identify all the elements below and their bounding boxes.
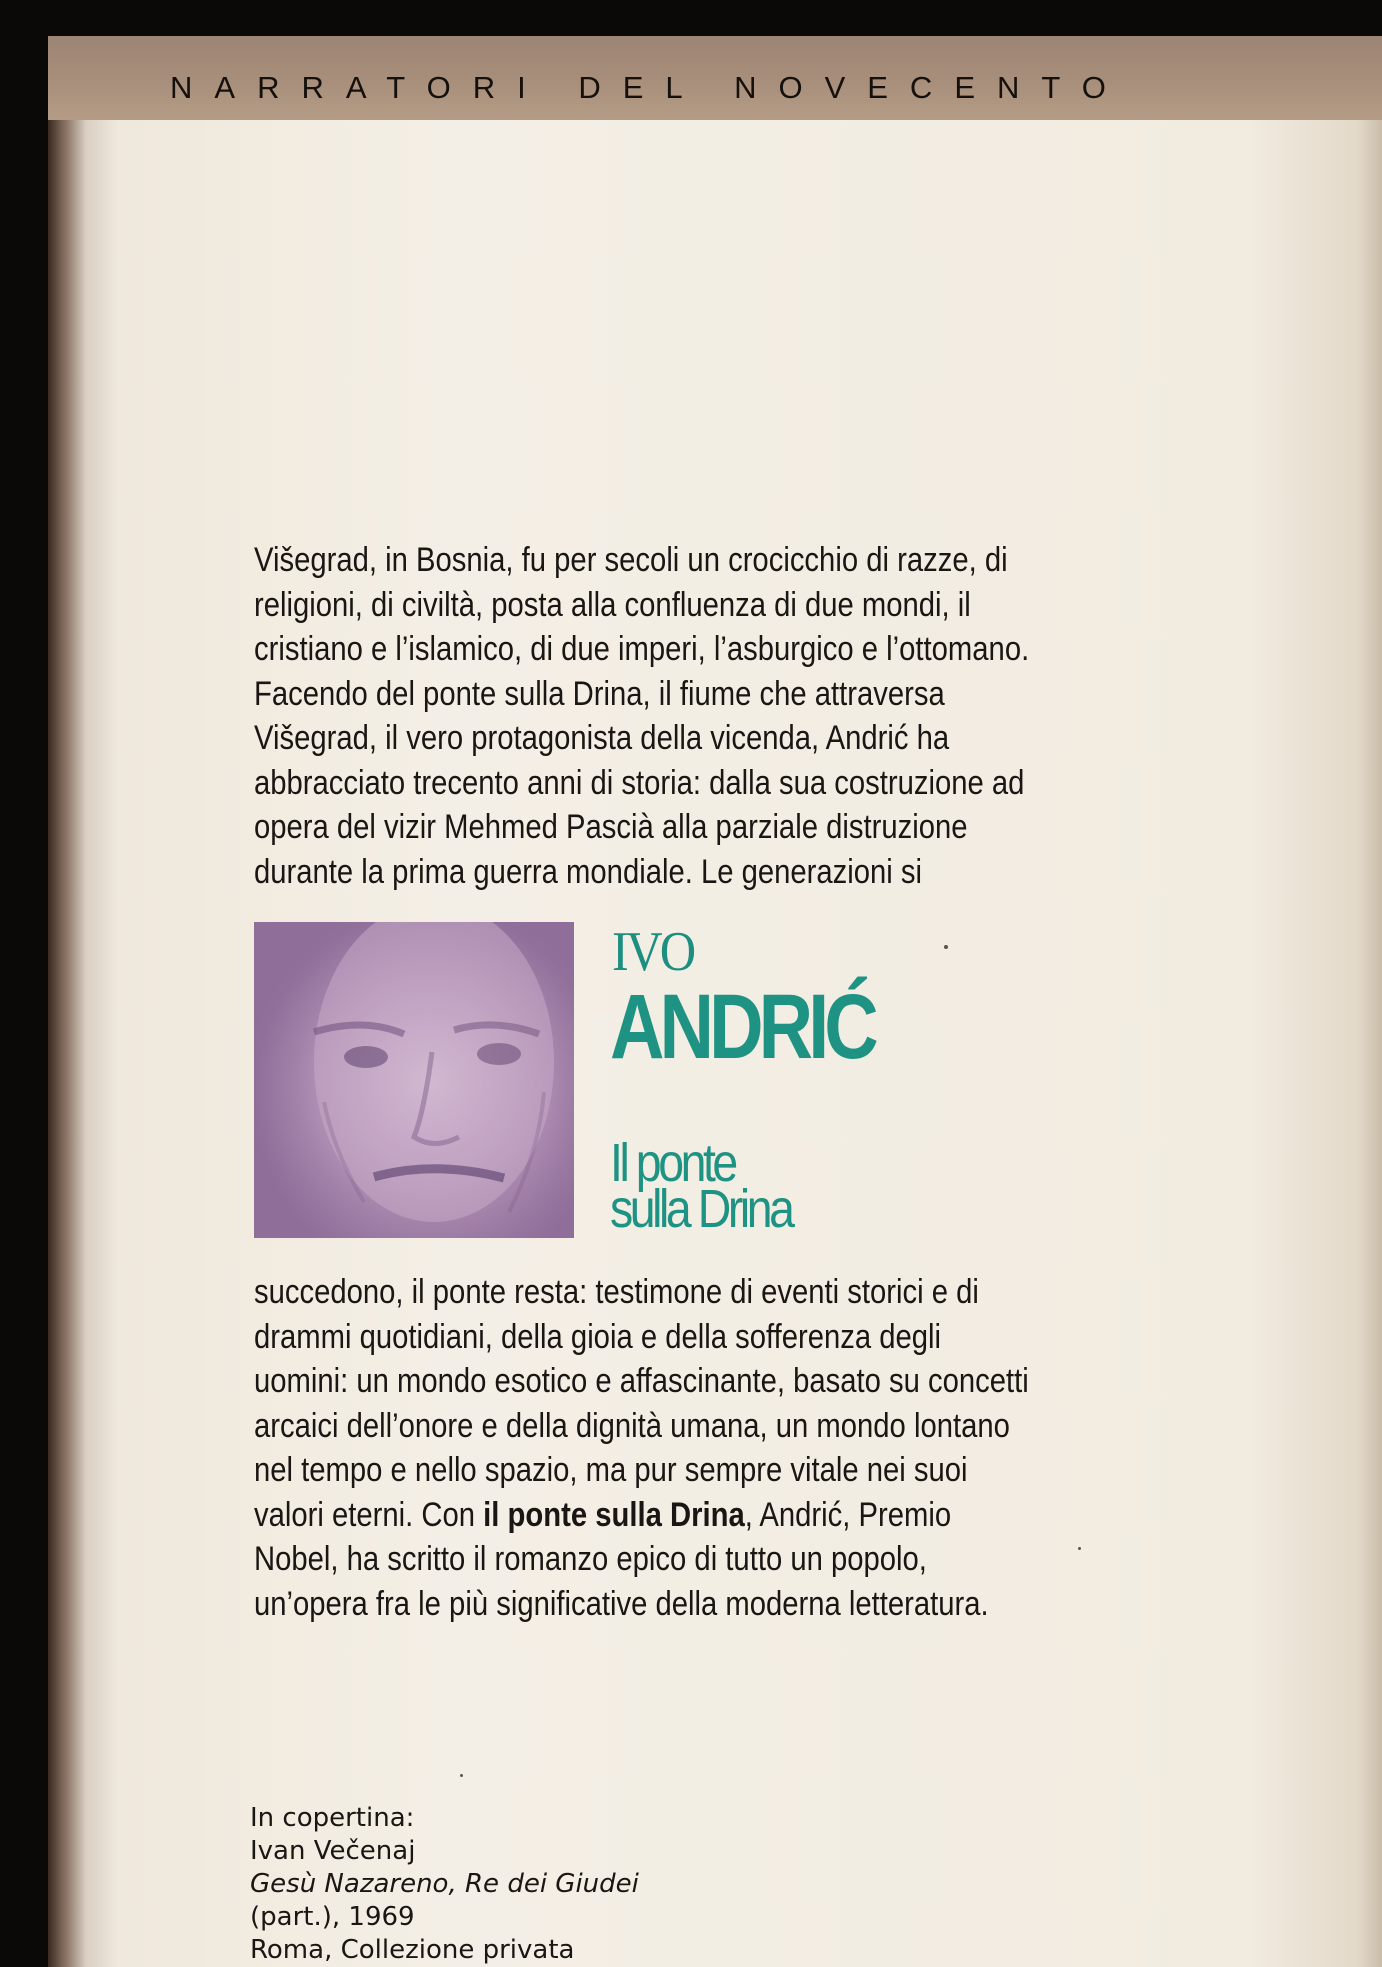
blurb-text-bottom xyxy=(254,1270,1131,1626)
blurb-text-segment: , Andrić, Premio xyxy=(744,1495,952,1534)
credits-artist: Ivan Večenaj xyxy=(250,1836,416,1866)
blurb-line-with-title xyxy=(254,1493,1131,1538)
blurb-line: durante la prima guerra mondiale. Le generazioni si xyxy=(254,852,923,891)
author-first-name: IVO xyxy=(612,921,694,983)
cover-credits xyxy=(250,1802,639,1967)
book-title-line: sulla Drina xyxy=(610,1179,792,1239)
paper-speck xyxy=(1078,1547,1081,1550)
author-portrait xyxy=(254,922,574,1238)
blurb-text-top xyxy=(254,538,1131,894)
credits-detail-year: (part.), 1969 xyxy=(250,1902,415,1932)
series-title: NARRATORI DEL NOVECENTO xyxy=(170,70,1128,105)
blurb-line: un’opera fra le più significative della moderna letteratura. xyxy=(254,1584,989,1623)
blurb-line: religioni, di civiltà, posta alla confluenza di due mondi, il xyxy=(254,585,971,624)
blurb-line: Nobel, ha scritto il romanzo epico di tutto un popolo, xyxy=(254,1540,927,1578)
blurb-line: arcaici dell’onore e della dignità umana, un mondo lontano xyxy=(254,1406,1010,1445)
blurb-line: nel tempo e nello spazio, ma pur sempre vitale nei suoi xyxy=(254,1451,968,1489)
credits-artwork-title: Gesù Nazareno, Re dei Giudei xyxy=(250,1869,639,1899)
blurb-line: Facendo del ponte sulla Drina, il fiume che attraversa xyxy=(254,674,945,713)
blurb-line: uomini: un mondo esotico e affascinante, basato su concetti xyxy=(254,1362,1029,1400)
blurb-text-segment: valori eterni. Con xyxy=(254,1495,484,1534)
paper-speck xyxy=(944,945,948,949)
blurb-line: succedono, il ponte resta: testimone di eventi storici e di xyxy=(254,1273,979,1311)
blurb-line: drammi quotidiani, della gioia e della sofferenza degli xyxy=(254,1317,942,1356)
blurb-line: cristiano e l’islamico, di due imperi, l’asburgico e l’ottomano. xyxy=(254,630,1030,668)
paper-speck xyxy=(460,1774,463,1777)
book-title xyxy=(610,1133,792,1239)
credits-label: In copertina: xyxy=(250,1803,415,1833)
author-last-name: ANDRIĆ xyxy=(610,976,874,1078)
blurb-line: Višegrad, il vero protagonista della vicenda, Andrić ha xyxy=(254,719,950,757)
blurb-line: abbracciato trecento anni di storia: dalla sua costruzione ad xyxy=(254,763,1025,802)
blurb-line: Višegrad, in Bosnia, fu per secoli un crocicchio di razze, di xyxy=(254,541,1008,579)
inline-book-title: il ponte sulla Drina xyxy=(483,1495,745,1534)
book-title-line: Il ponte xyxy=(610,1133,735,1193)
author-portrait-image xyxy=(254,922,574,1238)
blurb-line: opera del vizir Mehmed Pascià alla parziale distruzione xyxy=(254,808,968,846)
credits-location: Roma, Collezione privata xyxy=(250,1935,575,1965)
